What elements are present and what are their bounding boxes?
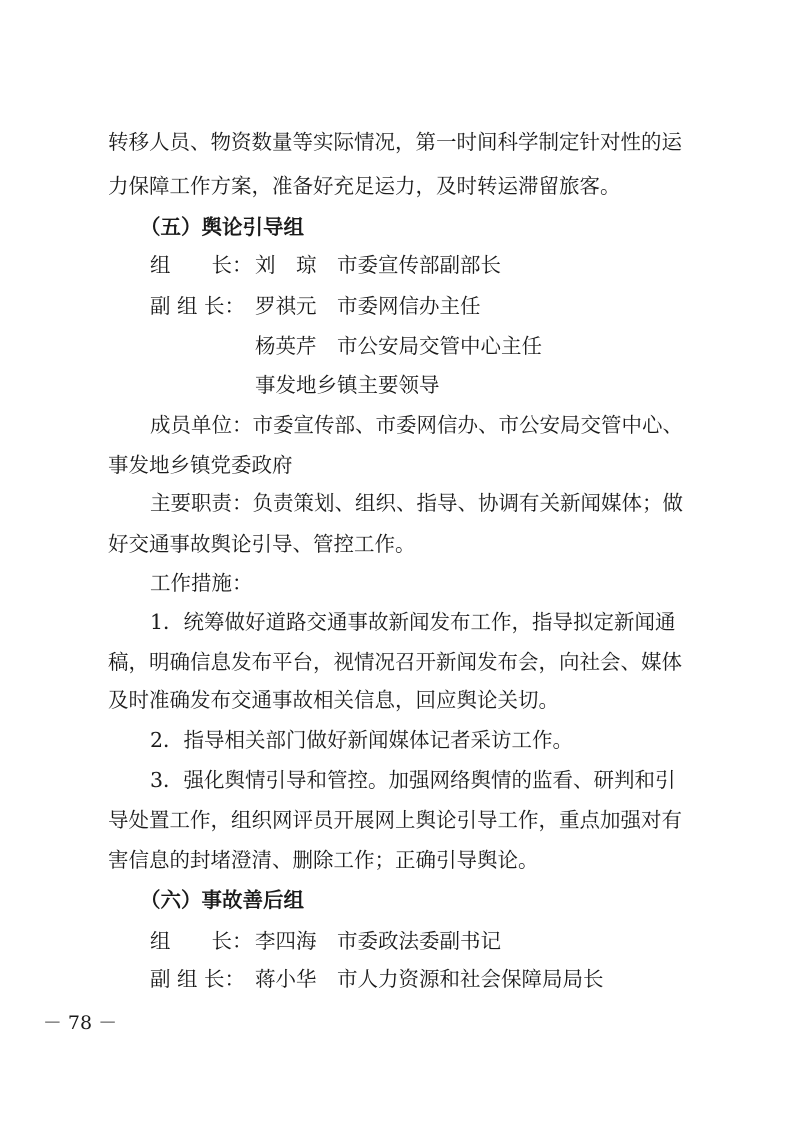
page-number: － 78 － (42, 1012, 118, 1034)
deputy-label: 副 组 长： (150, 294, 246, 318)
leader-value: 李四海 市委政法委副书记 (255, 929, 501, 953)
deputy-value: 罗祺元 市委网信办主任 (255, 294, 481, 318)
deputy-label: 副 组 长： (150, 967, 246, 991)
leader-label: 组 长： (150, 253, 253, 277)
leader-value: 刘 琼 市委宣传部副部长 (255, 253, 501, 277)
leader-label: 组 长： (150, 929, 253, 953)
deputy-value: 蒋小华 市人力资源和社会保障局局长 (255, 967, 604, 991)
deputy-value: 事发地乡镇主要领导 (255, 373, 440, 397)
deputy-value: 杨英芹 市公安局交管中心主任 (255, 334, 542, 358)
